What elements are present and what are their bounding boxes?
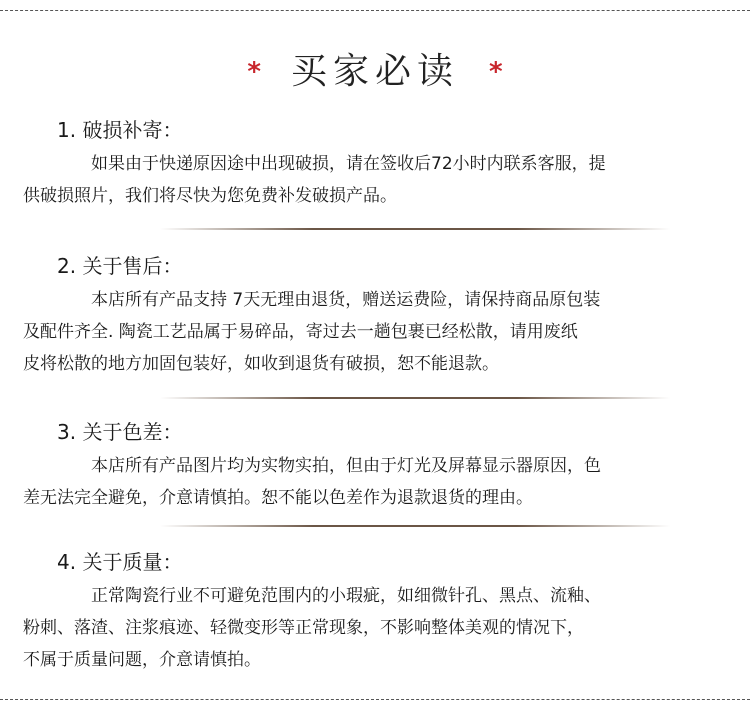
- top-dashed-border: [0, 10, 750, 11]
- section-body: [23, 148, 707, 212]
- body-line: 供破损照片，我们将尽快为您免费补发破损产品。: [23, 186, 397, 206]
- section-body: [23, 580, 707, 676]
- body-line: 及配件齐全. 陶瓷工艺品属于易碎品，寄过去一趟包裹已经松散，请用废纸: [23, 322, 578, 342]
- section-title: 2. 关于售后：: [57, 254, 183, 278]
- body-line: 不属于质量问题，介意请慎拍。: [23, 650, 261, 670]
- section-body: [23, 450, 707, 514]
- section-divider: [160, 228, 670, 230]
- section-damage-reship: [23, 116, 707, 212]
- section-quality: [23, 548, 707, 676]
- body-line: 差无法完全避免，介意请慎拍。恕不能以色差作为退款退货的理由。: [23, 488, 533, 508]
- page-header: [0, 38, 750, 98]
- body-line: 粉刺、落渣、注浆痕迹、轻微变形等正常现象，不影响整体美观的情况下，: [23, 618, 584, 638]
- star-right-icon: *: [489, 57, 503, 87]
- section-divider: [160, 525, 670, 527]
- section-title: 1. 破损补寄：: [57, 118, 183, 142]
- body-line: 正常陶瓷行业不可避免范围内的小瑕疵，如细微针孔、黑点、流釉、: [91, 586, 601, 606]
- section-body: [23, 284, 707, 380]
- body-line: 本店所有产品支持 7天无理由退货，赠送运费险，请保持商品原包装: [91, 290, 601, 310]
- body-line: 如果由于快递原因途中出现破损，请在签收后72小时内联系客服，提: [91, 154, 606, 174]
- page-title: 买家必读: [290, 50, 459, 92]
- body-line: 本店所有产品图片均为实物实拍，但由于灯光及屏幕显示器原因，色: [91, 456, 601, 476]
- star-left-icon: *: [247, 57, 261, 87]
- bottom-dashed-border: [0, 699, 750, 700]
- section-title: 3. 关于色差：: [57, 420, 183, 444]
- section-divider: [160, 397, 670, 399]
- section-title: 4. 关于质量：: [57, 550, 183, 574]
- body-line: 皮将松散的地方加固包装好，如收到退货有破损，恕不能退款。: [23, 354, 499, 374]
- section-color-difference: [23, 418, 707, 514]
- section-after-sales: [23, 252, 707, 380]
